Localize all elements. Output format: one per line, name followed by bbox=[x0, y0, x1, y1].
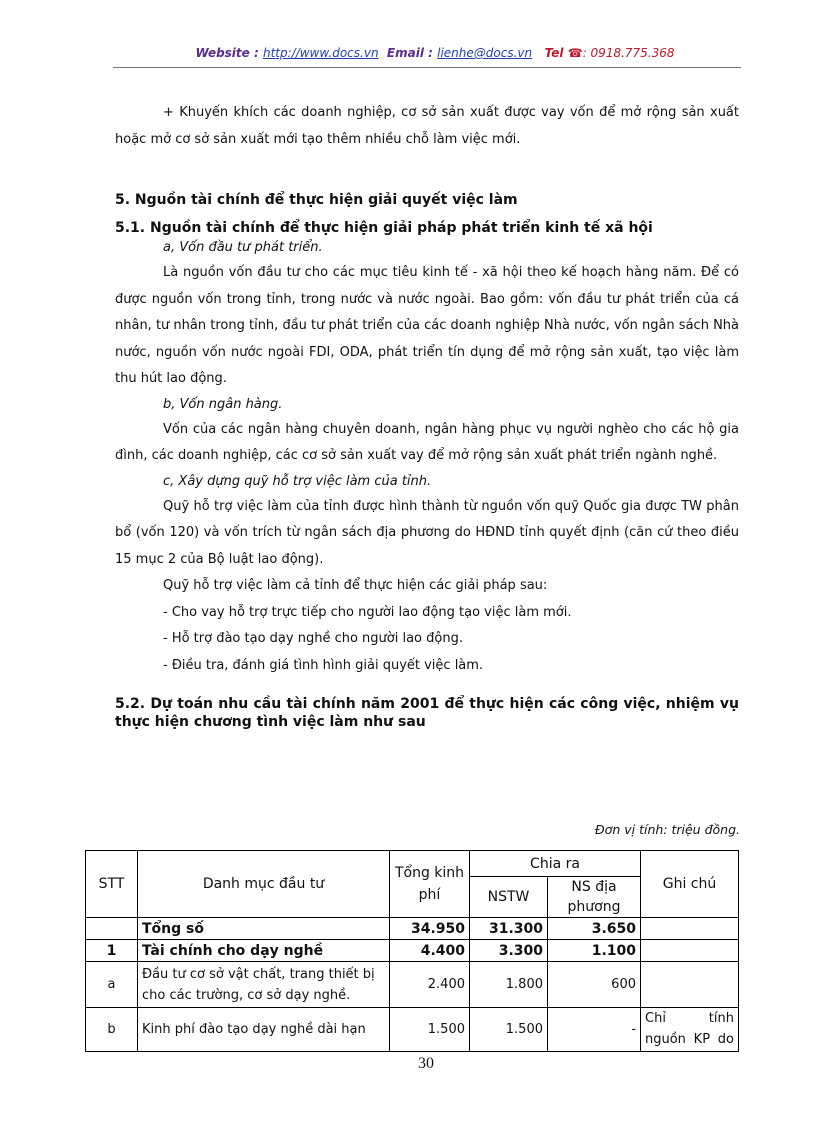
header-tong: Tổng kinh phí bbox=[390, 851, 470, 918]
tel-label: Tel bbox=[544, 46, 564, 60]
cell-nsdp: 3.650 bbox=[548, 918, 641, 940]
phone-number: : 0918.775.368 bbox=[582, 46, 675, 60]
cell-note bbox=[641, 962, 739, 1008]
cell-name: Đầu tư cơ sở vật chất, trang thiết bị cho các trường, cơ sở dạy nghề. bbox=[138, 962, 390, 1008]
paragraph-c: Quỹ hỗ trợ việc làm của tỉnh được hình thành từ nguồn vốn quỹ Quốc gia được TW phân bổ (vốn 120) và vốn trích từ ngân sách địa phương do HĐND tỉnh quyết định (căn cứ theo điều 15 mục 2 của Bộ luật lao động). bbox=[115, 498, 739, 567]
sub-heading-a: a, Vốn đầu tư phát triển. bbox=[163, 240, 323, 255]
list-item: - Điều tra, đánh giá tình hình giải quyết việc làm. bbox=[163, 657, 484, 673]
list-item: - Cho vay hỗ trợ trực tiếp cho người lao động tạo việc làm mới. bbox=[163, 604, 572, 620]
budget-table bbox=[85, 850, 739, 1052]
header-divider bbox=[113, 67, 741, 68]
paragraph-b: Vốn của các ngân hàng chuyên doanh, ngân hàng phục vụ người nghèo cho các hộ gia đình, các doanh nghiệp, các cơ sở sản xuất vay để mở rộng sản xuất phát triển ngành nghề. bbox=[115, 421, 739, 463]
cell-nsdp: 600 bbox=[548, 962, 641, 1008]
cell-name: Kinh phí đào tạo dạy nghề dài hạn bbox=[138, 1008, 390, 1052]
website-link[interactable]: http://www.docs.vn bbox=[262, 46, 379, 60]
section-5-heading: 5. Nguồn tài chính để thực hiện giải quyết việc làm bbox=[115, 192, 518, 208]
cell-note bbox=[641, 918, 739, 940]
cell-stt: 1 bbox=[86, 940, 138, 962]
table-row bbox=[86, 962, 739, 1008]
section-5-2-heading: 5.2. Dự toán nhu cầu tài chính năm 2001 để thực hiện các công việc, nhiệm vụ thực hiện chương tình việc làm như sau bbox=[115, 696, 739, 730]
table-header-row bbox=[86, 851, 739, 877]
cell-name: Tài chính cho dạy nghề bbox=[138, 940, 390, 962]
cell-stt: a bbox=[86, 962, 138, 1008]
cell-nsdp: - bbox=[548, 1008, 641, 1052]
header-nstw: NSTW bbox=[470, 877, 548, 918]
unit-note: Đơn vị tính: triệu đồng. bbox=[595, 822, 740, 837]
intro-bullet: + Khuyến khích các doanh nghiệp, cơ sở sản xuất được vay vốn để mở rộng sản xuất hoặc mở cơ sở sản xuất mới tạo thêm nhiều chỗ làm việc mới. bbox=[115, 105, 739, 147]
page-number: 30 bbox=[418, 1055, 434, 1072]
section-5-1-heading: 5.1. Nguồn tài chính để thực hiện giải pháp phát triển kinh tế xã hội bbox=[115, 220, 653, 236]
cell-note bbox=[641, 940, 739, 962]
website-label: Website : bbox=[195, 46, 259, 60]
cell-tong: 34.950 bbox=[390, 918, 470, 940]
header-ghi-chu: Ghi chú bbox=[641, 851, 739, 918]
cell-stt bbox=[86, 918, 138, 940]
paragraph-a: Là nguồn vốn đầu tư cho các mục tiêu kinh tế - xã hội theo kế hoạch hàng năm. Để có được nguồn vốn trong tỉnh, trong nước và nước ngoài. Bao gồm: vốn đầu tư phát triển của cá nhân, tư nhân trong tỉnh, đầu tư phát triển của các doanh nghiệp Nhà nước, vốn ngân sách Nhà nước, nguồn vốn nước ngoài FDI, ODA, phát triển tín dụng để mở rộng sản xuất, tạo việc làm thu hút lao động. bbox=[115, 265, 739, 386]
header-chia-ra: Chia ra bbox=[470, 851, 641, 877]
cell-nstw: 1.800 bbox=[470, 962, 548, 1008]
list-item: - Hỗ trợ đào tạo dạy nghề cho người lao động. bbox=[163, 631, 463, 646]
table-row bbox=[86, 1008, 739, 1052]
table-row bbox=[86, 940, 739, 962]
cell-tong: 1.500 bbox=[390, 1008, 470, 1052]
header-danh-muc: Danh mục đầu tư bbox=[138, 851, 390, 918]
sub-heading-c: c, Xây dựng quỹ hỗ trợ việc làm của tỉnh. bbox=[163, 473, 432, 489]
cell-nstw: 31.300 bbox=[470, 918, 548, 940]
header-nsdp: NS địa phương bbox=[548, 877, 641, 918]
cell-stt: b bbox=[86, 1008, 138, 1052]
table-row bbox=[86, 918, 739, 940]
cell-tong: 4.400 bbox=[390, 940, 470, 962]
cell-tong: 2.400 bbox=[390, 962, 470, 1008]
header-stt: STT bbox=[86, 851, 138, 918]
cell-name: Tổng số bbox=[138, 918, 390, 940]
email-link[interactable]: lienhe@docs.vn bbox=[437, 46, 533, 60]
cell-nstw: 3.300 bbox=[470, 940, 548, 962]
phone-icon: ☎ bbox=[567, 46, 583, 60]
document-body bbox=[115, 100, 739, 731]
email-label: Email : bbox=[386, 46, 433, 60]
sub-heading-b: b, Vốn ngân hàng. bbox=[163, 396, 283, 412]
cell-note: Chỉ tính nguồn KP do bbox=[641, 1008, 739, 1052]
paragraph-c2: Quỹ hỗ trợ việc làm cả tỉnh để thực hiện các giải pháp sau: bbox=[163, 578, 548, 593]
cell-nsdp: 1.100 bbox=[548, 940, 641, 962]
page-header bbox=[0, 46, 816, 60]
cell-nstw: 1.500 bbox=[470, 1008, 548, 1052]
